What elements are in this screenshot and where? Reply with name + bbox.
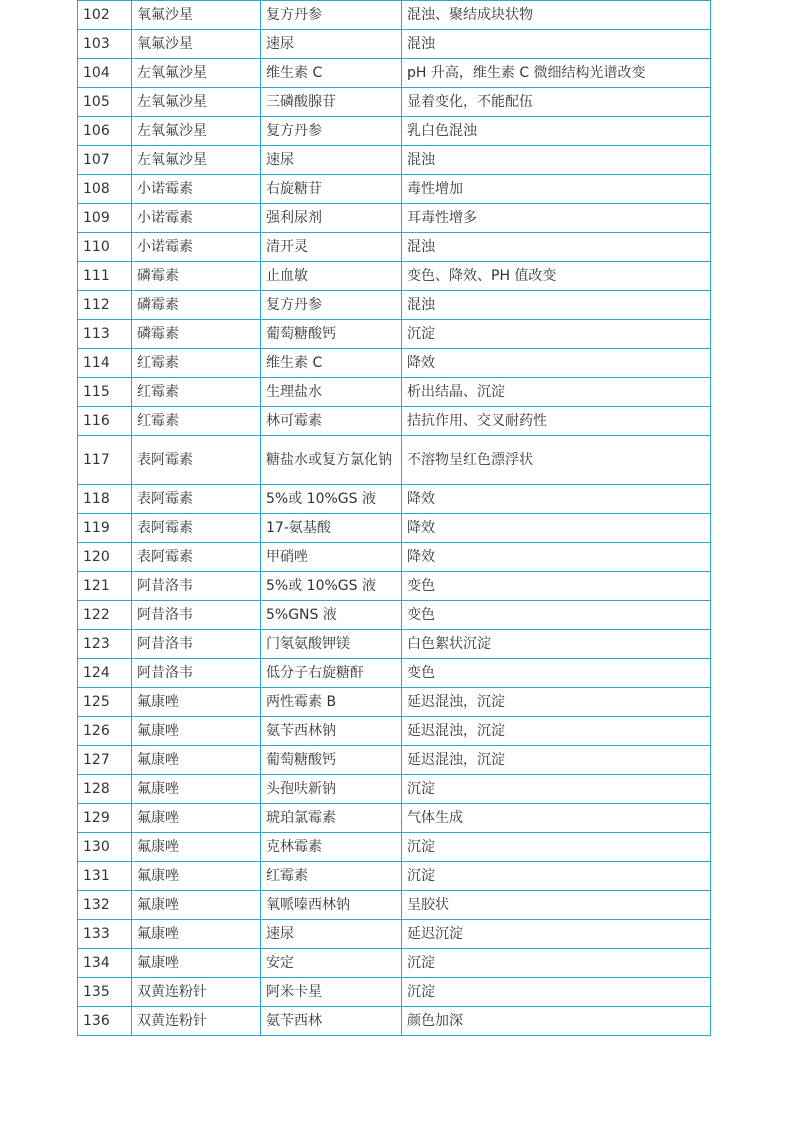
drug-a: 表阿霉素 xyxy=(132,436,261,485)
result: 拮抗作用、交叉耐药性 xyxy=(402,407,711,436)
drug-a: 氟康唑 xyxy=(132,717,261,746)
result: 降效 xyxy=(402,543,711,572)
drug-a: 红霉素 xyxy=(132,378,261,407)
table-row xyxy=(78,407,711,436)
result: 不溶物呈红色漂浮状 xyxy=(402,436,711,485)
row-number: 110 xyxy=(78,233,132,262)
result: 呈胶状 xyxy=(402,891,711,920)
row-number: 108 xyxy=(78,175,132,204)
drug-a: 磷霉素 xyxy=(132,262,261,291)
table-row xyxy=(78,920,711,949)
drug-b: 葡萄糖酸钙 xyxy=(261,320,402,349)
result: 析出结晶、沉淀 xyxy=(402,378,711,407)
table-row xyxy=(78,688,711,717)
row-number: 122 xyxy=(78,601,132,630)
drug-b: 17-氨基酸 xyxy=(261,514,402,543)
table-row xyxy=(78,775,711,804)
result: 延迟沉淀 xyxy=(402,920,711,949)
table-row xyxy=(78,88,711,117)
drug-a: 阿昔洛韦 xyxy=(132,659,261,688)
table-row xyxy=(78,485,711,514)
table-row xyxy=(78,978,711,1007)
table-row xyxy=(78,949,711,978)
table-row xyxy=(78,804,711,833)
drug-a: 双黄连粉针 xyxy=(132,978,261,1007)
row-number: 125 xyxy=(78,688,132,717)
row-number: 112 xyxy=(78,291,132,320)
drug-a: 红霉素 xyxy=(132,349,261,378)
result: 降效 xyxy=(402,485,711,514)
row-number: 131 xyxy=(78,862,132,891)
result: 混浊、聚结成块状物 xyxy=(402,1,711,30)
drug-b: 糖盐水或复方氯化钠 xyxy=(261,436,402,485)
drug-a: 小诺霉素 xyxy=(132,204,261,233)
result: 毒性增加 xyxy=(402,175,711,204)
row-number: 132 xyxy=(78,891,132,920)
result: 变色 xyxy=(402,659,711,688)
table-row xyxy=(78,601,711,630)
drug-a: 左氧氟沙星 xyxy=(132,146,261,175)
drug-a: 左氧氟沙星 xyxy=(132,59,261,88)
table-row xyxy=(78,572,711,601)
row-number: 107 xyxy=(78,146,132,175)
drug-a: 氟康唑 xyxy=(132,804,261,833)
table-row xyxy=(78,1007,711,1036)
row-number: 120 xyxy=(78,543,132,572)
row-number: 109 xyxy=(78,204,132,233)
row-number: 135 xyxy=(78,978,132,1007)
result: 沉淀 xyxy=(402,775,711,804)
drug-a: 表阿霉素 xyxy=(132,485,261,514)
drug-b: 复方丹参 xyxy=(261,1,402,30)
drug-b: 门氡氨酸钾镁 xyxy=(261,630,402,659)
drug-a: 氧氟沙星 xyxy=(132,30,261,59)
row-number: 134 xyxy=(78,949,132,978)
drug-a: 氟康唑 xyxy=(132,833,261,862)
drug-b: 阿米卡星 xyxy=(261,978,402,1007)
result: 降效 xyxy=(402,514,711,543)
row-number: 128 xyxy=(78,775,132,804)
row-number: 124 xyxy=(78,659,132,688)
row-number: 119 xyxy=(78,514,132,543)
result: 混浊 xyxy=(402,291,711,320)
drug-a: 磷霉素 xyxy=(132,291,261,320)
result: 颜色加深 xyxy=(402,1007,711,1036)
row-number: 105 xyxy=(78,88,132,117)
drug-b: 维生素 C xyxy=(261,349,402,378)
drug-b: 5%GNS 液 xyxy=(261,601,402,630)
table-row xyxy=(78,717,711,746)
table-row xyxy=(78,862,711,891)
drug-a: 阿昔洛韦 xyxy=(132,601,261,630)
drug-b: 维生素 C xyxy=(261,59,402,88)
result: 变色、降效、PH 值改变 xyxy=(402,262,711,291)
table-row xyxy=(78,233,711,262)
drug-b: 速尿 xyxy=(261,146,402,175)
result: 混浊 xyxy=(402,146,711,175)
drug-a: 氟康唑 xyxy=(132,775,261,804)
drug-b: 氨苄西林钠 xyxy=(261,717,402,746)
table-row xyxy=(78,59,711,88)
table-row xyxy=(78,349,711,378)
drug-b: 氨苄西林 xyxy=(261,1007,402,1036)
table-row xyxy=(78,891,711,920)
table-row xyxy=(78,833,711,862)
row-number: 115 xyxy=(78,378,132,407)
drug-b: 速尿 xyxy=(261,30,402,59)
result: 混浊 xyxy=(402,233,711,262)
row-number: 129 xyxy=(78,804,132,833)
drug-a: 氟康唑 xyxy=(132,891,261,920)
drug-b: 清开灵 xyxy=(261,233,402,262)
row-number: 127 xyxy=(78,746,132,775)
result: 降效 xyxy=(402,349,711,378)
table-row xyxy=(78,1,711,30)
drug-a: 红霉素 xyxy=(132,407,261,436)
row-number: 133 xyxy=(78,920,132,949)
drug-b: 三磷酸腺苷 xyxy=(261,88,402,117)
table-row xyxy=(78,262,711,291)
drug-b: 右旋糖苷 xyxy=(261,175,402,204)
drug-b: 葡萄糖酸钙 xyxy=(261,746,402,775)
row-number: 126 xyxy=(78,717,132,746)
drug-a: 磷霉素 xyxy=(132,320,261,349)
drug-a: 表阿霉素 xyxy=(132,514,261,543)
result: 混浊 xyxy=(402,30,711,59)
drug-b: 5%或 10%GS 液 xyxy=(261,485,402,514)
table-row xyxy=(78,514,711,543)
drug-a: 左氧氟沙星 xyxy=(132,88,261,117)
result: 沉淀 xyxy=(402,833,711,862)
drug-a: 氟康唑 xyxy=(132,746,261,775)
table-row xyxy=(78,30,711,59)
table-row xyxy=(78,659,711,688)
drug-b: 头孢呋新钠 xyxy=(261,775,402,804)
result: 乳白色混浊 xyxy=(402,117,711,146)
table-row xyxy=(78,146,711,175)
table-row xyxy=(78,204,711,233)
row-number: 117 xyxy=(78,436,132,485)
row-number: 121 xyxy=(78,572,132,601)
row-number: 102 xyxy=(78,1,132,30)
table-row xyxy=(78,378,711,407)
drug-b: 甲硝唑 xyxy=(261,543,402,572)
drug-b: 低分子右旋糖酐 xyxy=(261,659,402,688)
drug-a: 氟康唑 xyxy=(132,949,261,978)
result: pH 升高，维生素 C 微细结构光谱改变 xyxy=(402,59,711,88)
result: 沉淀 xyxy=(402,949,711,978)
drug-b: 生理盐水 xyxy=(261,378,402,407)
drug-b: 琥珀氯霉素 xyxy=(261,804,402,833)
drug-b: 克林霉素 xyxy=(261,833,402,862)
drug-a: 氟康唑 xyxy=(132,862,261,891)
result: 变色 xyxy=(402,572,711,601)
drug-b: 红霉素 xyxy=(261,862,402,891)
result: 沉淀 xyxy=(402,862,711,891)
row-number: 116 xyxy=(78,407,132,436)
table-row xyxy=(78,320,711,349)
row-number: 106 xyxy=(78,117,132,146)
row-number: 113 xyxy=(78,320,132,349)
result: 沉淀 xyxy=(402,320,711,349)
drug-a: 小诺霉素 xyxy=(132,175,261,204)
result: 白色絮状沉淀 xyxy=(402,630,711,659)
drug-a: 表阿霉素 xyxy=(132,543,261,572)
result: 延迟混浊，沉淀 xyxy=(402,746,711,775)
drug-b: 强利尿剂 xyxy=(261,204,402,233)
row-number: 123 xyxy=(78,630,132,659)
drug-a: 阿昔洛韦 xyxy=(132,572,261,601)
row-number: 114 xyxy=(78,349,132,378)
drug-a: 小诺霉素 xyxy=(132,233,261,262)
drug-a: 阿昔洛韦 xyxy=(132,630,261,659)
drug-b: 复方丹参 xyxy=(261,291,402,320)
table-row xyxy=(78,746,711,775)
drug-b: 两性霉素 B xyxy=(261,688,402,717)
table-row xyxy=(78,630,711,659)
result: 沉淀 xyxy=(402,978,711,1007)
row-number: 103 xyxy=(78,30,132,59)
drug-b: 林可霉素 xyxy=(261,407,402,436)
drug-b: 氧哌嗪西林钠 xyxy=(261,891,402,920)
result: 延迟混浊，沉淀 xyxy=(402,688,711,717)
compatibility-table xyxy=(77,0,711,1036)
row-number: 104 xyxy=(78,59,132,88)
drug-b: 5%或 10%GS 液 xyxy=(261,572,402,601)
drug-a: 双黄连粉针 xyxy=(132,1007,261,1036)
drug-a: 左氧氟沙星 xyxy=(132,117,261,146)
result: 延迟混浊，沉淀 xyxy=(402,717,711,746)
drug-a: 氧氟沙星 xyxy=(132,1,261,30)
row-number: 136 xyxy=(78,1007,132,1036)
drug-a: 氟康唑 xyxy=(132,920,261,949)
drug-a: 氟康唑 xyxy=(132,688,261,717)
result: 耳毒性增多 xyxy=(402,204,711,233)
result: 气体生成 xyxy=(402,804,711,833)
result: 变色 xyxy=(402,601,711,630)
drug-b: 止血敏 xyxy=(261,262,402,291)
row-number: 130 xyxy=(78,833,132,862)
result: 显着变化，不能配伍 xyxy=(402,88,711,117)
drug-b: 复方丹参 xyxy=(261,117,402,146)
drug-b: 安定 xyxy=(261,949,402,978)
drug-b: 速尿 xyxy=(261,920,402,949)
table-row xyxy=(78,436,711,485)
table-body xyxy=(78,1,711,1036)
row-number: 118 xyxy=(78,485,132,514)
table-row xyxy=(78,117,711,146)
table-row xyxy=(78,175,711,204)
table-row xyxy=(78,291,711,320)
table-row xyxy=(78,543,711,572)
row-number: 111 xyxy=(78,262,132,291)
